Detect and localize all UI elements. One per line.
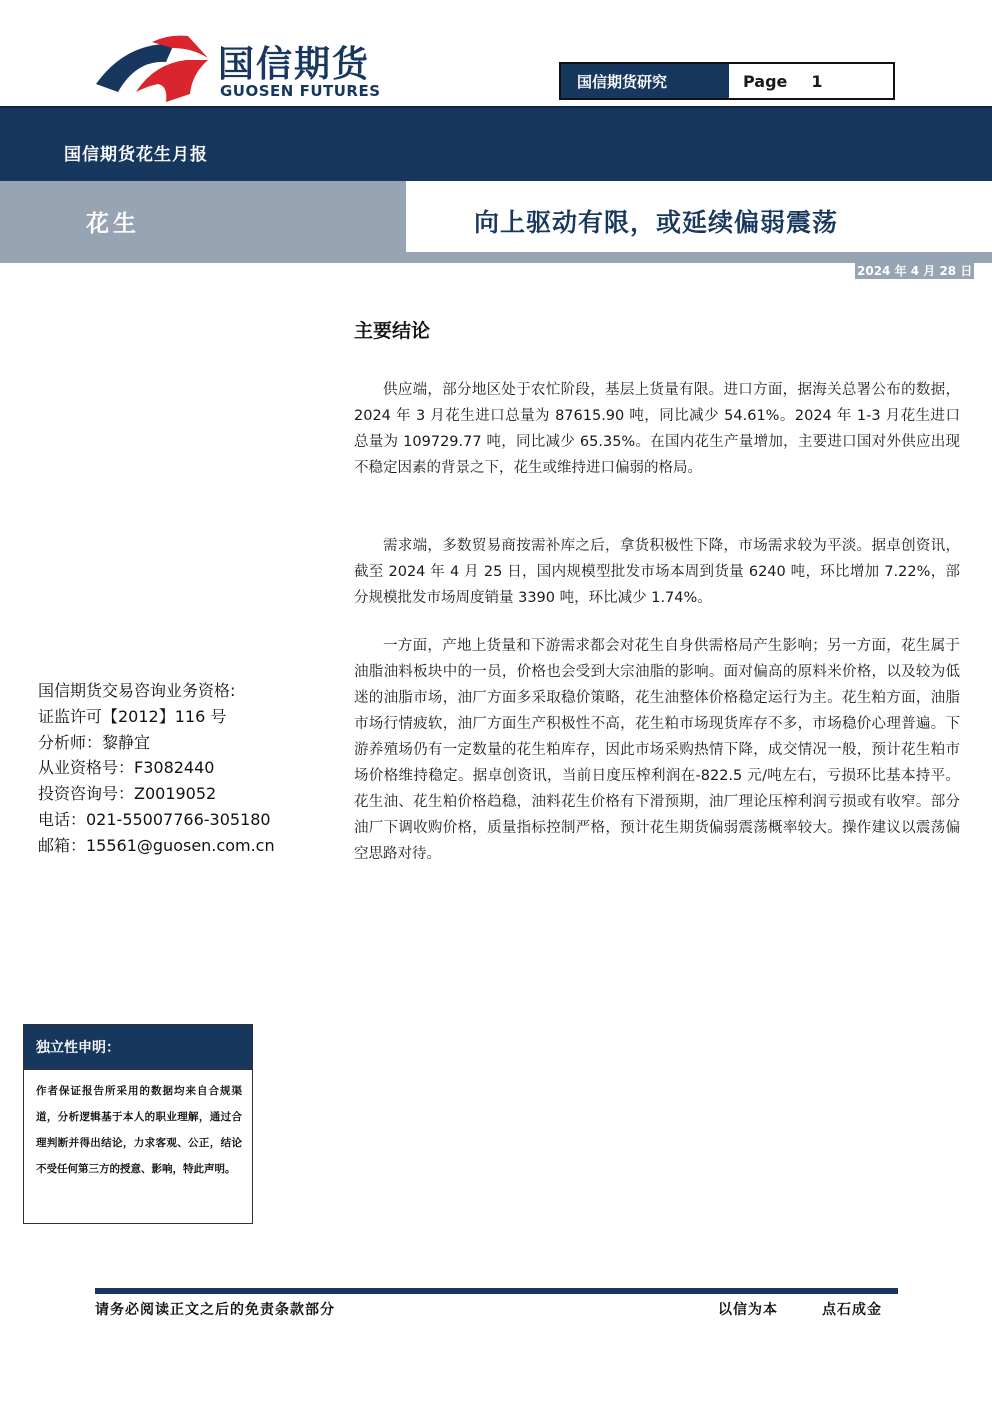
license-line: 证监许可【2012】116 号 [38,706,227,726]
footer-disclaimer-note: 请务必阅读正文之后的免责条款部分 [95,1302,335,1318]
category-banner [0,181,406,252]
consult-number: 投资咨询号：Z0019052 [38,784,217,804]
page-indicator [559,62,895,100]
paragraph-outlook: 一方面，产地上货量和下游需求都会对花生自身供需格局产生影响；另一方面，花生属于油脂油料板块中的一员，价格也会受到大宗油脂的影响。面对偏高的原料米价格，以及较为低迷的油脂市场，油厂方面多采取稳价策略，花生油整体价格稳定运行为主。花生粕方面，油脂市场行情疲软，油厂方面生产积极性不高，花生粕市场现货库存不多，市场稳价心理普遍。下游养殖场仍有一定数量的花生粕库存，因此市场采购热情下降，成交情况一般，预计花生粕市场价格维持稳定。据卓创资讯，当前日度压榨利润在-822.5 元/吨左右，亏损环比基本持平。花生油、花生粕价格趋稳，油料花生价格有下滑预期，油厂理论压榨利润亏损或有收窄。部分油厂下调收购价格，质量指标控制严格，预计花生期货偏弱震荡概率较大。操作建议以震荡偏空思路对待。 [354,638,960,862]
guosen-logo-icon [96,34,210,104]
practice-number: 从业资格号：F3082440 [38,758,215,778]
report-series-name: 国信期货花生月报 [64,145,208,165]
category-label: 花生 [86,211,140,237]
department-label: 国信期货研究 [561,64,729,98]
paragraph-supply: 供应端，部分地区处于农忙阶段，基层上货量有限。进口方面，据海关总署公布的数据，2024 年 3 月花生进口总量为 87615.90 吨，同比减少 54.61%。2024 年 1-3 月花生进口总量为 109729.77 吨，同比减少 65.35%。在国内花生产量增加，主要进口国对外供应出现不稳定因素的背景之下，花生或维持进口偏弱的格局。 [354,382,960,476]
report-headline: 向上驱动有限，或延续偏弱震荡 [474,208,839,237]
report-date: 2024 年 4 月 28 日 [857,264,973,278]
footer-motto-2: 点石成金 [822,1302,882,1318]
email-line: 邮箱：15561@guosen.com.cn [38,835,275,855]
date-strip [0,252,992,263]
independence-statement-box [23,1024,253,1224]
brand-name-en: GUOSEN FUTURES [220,82,381,100]
page-label: Page [743,71,788,91]
independence-body: 作者保证报告所采用的数据均来自合规渠道，分析逻辑基于本人的职业理解，通过合理判断并得出结论，力求客观、公正，结论不受任何第三方的授意、影响，特此声明。 [36,1085,242,1175]
paragraph-demand: 需求端，多数贸易商按需补库之后，拿货积极性下降，市场需求较为平淡。据卓创资讯，截至 2024 年 4 月 25 日，国内规模型批发市场本周到货量 6240 吨，环比增加 7.22%，部分规模批发市场周度销量 3390 吨，环比减少 1.74%。 [354,538,960,606]
qualification-line: 国信期货交易咨询业务资格: [38,681,236,700]
footer-motto-1: 以信为本 [718,1302,778,1318]
independence-title: 独立性申明： [24,1025,252,1070]
analyst-info [38,678,275,859]
section-title: 主要结论 [354,320,431,342]
brand-name-cn: 国信期货 [218,44,371,85]
analyst-name: 分析师：黎静宜 [38,732,151,752]
page-number: 1 [811,71,823,91]
phone-line: 电话：021-55007766-305180 [38,809,271,829]
footer-divider [95,1288,898,1294]
